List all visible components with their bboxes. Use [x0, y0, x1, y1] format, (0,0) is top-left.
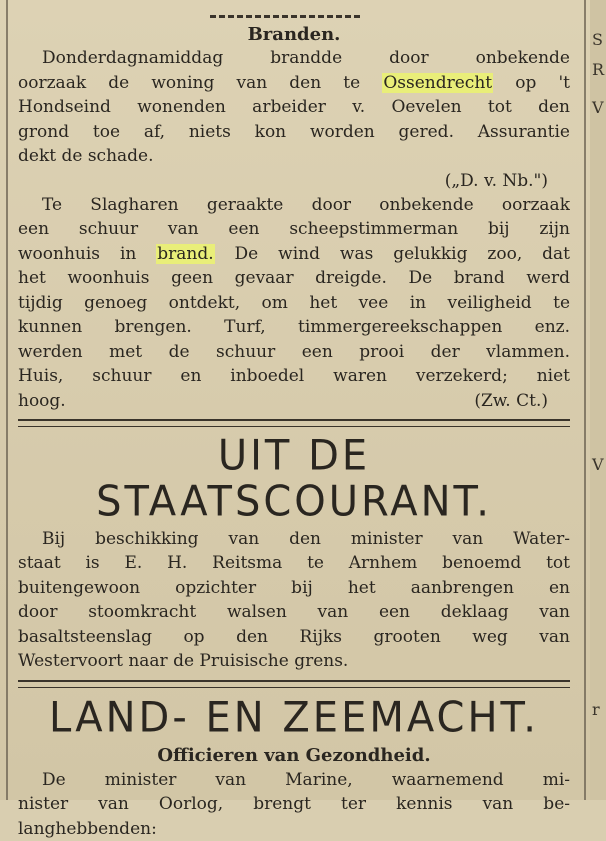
section-separator-dashes — [210, 15, 360, 21]
text-segment: De wind was gelukkig zoo, dat — [215, 244, 570, 264]
text-line: basaltsteenslag op den Rijks grooten weg van — [18, 625, 570, 650]
text-line: tijdig genoeg ontdekt, om het vee in veiligheid te — [18, 291, 570, 316]
text-line: dekt de schade. — [18, 144, 570, 169]
text-line: Donderdagnamiddag brandde door onbekende — [18, 46, 570, 71]
text-line: door stoomkracht walsen van een deklaag van — [18, 600, 570, 625]
section-divider — [18, 419, 570, 427]
text-line — [18, 242, 570, 267]
paragraph-ossendrecht — [18, 46, 570, 193]
column-rule-right — [584, 0, 586, 800]
source-credit: („D. v. Nb.") — [18, 169, 570, 193]
article-subheading: Officieren van Gezondheid. — [18, 744, 570, 768]
text-line: buitengewoon opzichter bij het aanbrengen en — [18, 576, 570, 601]
highlighted-term: Ossendrecht — [382, 73, 493, 93]
text-line: De minister van Marine, waarnemend mi- — [18, 768, 570, 793]
article-branden — [18, 24, 570, 413]
text-line: Westervoort naar de Pruisische grens. — [18, 649, 570, 674]
text-line: grond toe af, niets kon worden gered. Assurantie — [18, 120, 570, 145]
text-line-with-credit — [18, 389, 570, 413]
text-line: nister van Oorlog, brengt ter kennis van be- — [18, 792, 570, 817]
text-line: staat is E. H. Reitsma te Arnhem benoemd tot — [18, 551, 570, 576]
article-landzeemacht — [18, 696, 570, 841]
section-divider — [18, 680, 570, 688]
text-line — [18, 71, 570, 96]
text-line: Te Slagharen geraakte door onbekende oorzaak — [18, 193, 570, 218]
text-line: werden met de schuur een prooi der vlammen. — [18, 340, 570, 365]
text-line: Hondseind wonenden arbeider v. Oevelen tot den — [18, 95, 570, 120]
section-heading: LAND- EN ZEEMACHT. — [18, 694, 570, 740]
paragraph-reitsma — [18, 527, 570, 674]
section-heading: UIT DE STAATSCOURANT. — [18, 432, 570, 524]
text-line: Huis, schuur en inboedel waren verzekerd; niet — [18, 364, 570, 389]
highlighted-term: brand. — [156, 244, 214, 264]
text-line: Bij beschikking van den minister van Water- — [18, 527, 570, 552]
paragraph-slagharen — [18, 193, 570, 413]
text-segment: op 't — [493, 73, 570, 93]
text-segment: hoog. — [18, 389, 66, 413]
article-heading: Branden. — [18, 24, 570, 46]
adjacent-column-fragment: S R V V r — [590, 0, 606, 800]
source-credit: (Zw. Ct.) — [474, 389, 570, 413]
text-line: het woonhuis geen gevaar dreigde. De brand werd — [18, 266, 570, 291]
article-column — [18, 24, 570, 841]
text-segment: woonhuis in — [18, 244, 156, 264]
text-line: langhebbenden: — [18, 817, 570, 841]
article-staatscourant — [18, 435, 570, 674]
text-segment: oorzaak de woning van den te — [18, 73, 382, 93]
paragraph-marine — [18, 768, 570, 841]
text-line: kunnen brengen. Turf, timmergereekschappen enz. — [18, 315, 570, 340]
text-line: een schuur van een scheepstimmerman bij zijn — [18, 217, 570, 242]
column-rule-left — [6, 0, 8, 800]
